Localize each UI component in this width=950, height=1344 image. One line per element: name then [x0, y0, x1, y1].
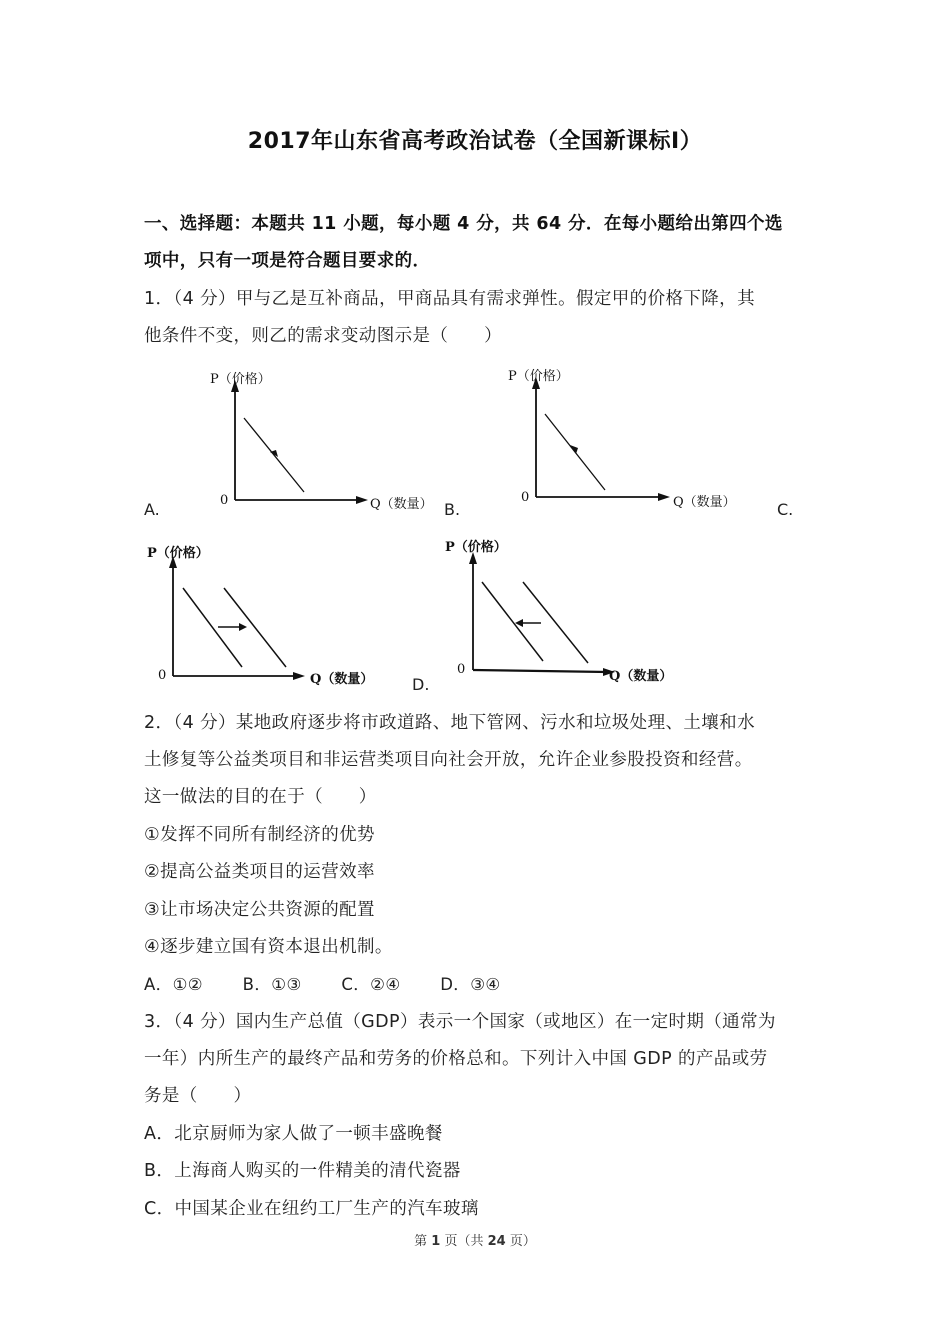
option-c-label[interactable]: C.: [777, 500, 794, 519]
question-3-line-3: 务是（ ）: [144, 1086, 252, 1106]
graph-option-b: [500, 357, 736, 517]
option-a-label[interactable]: A.: [144, 500, 160, 519]
statement-1: ①发挥不同所有制经济的优势: [144, 825, 375, 845]
page-title: 2017年山东省高考政治试卷（全国新课标Ⅰ）: [247, 129, 703, 154]
x-axis-label: Q（数量）: [310, 672, 374, 687]
y-axis-label: P（价格）: [210, 372, 271, 387]
graph-option-d: [445, 532, 673, 684]
y-axis-label: P（价格）: [445, 540, 507, 555]
total-pages: 24: [487, 1234, 506, 1249]
question-2-line-2: 土修复等公益类项目和非运营类项目向社会开放，允许企业参股投资和经营。: [144, 750, 753, 770]
section-instructions-line-1: 一、选择题：本题共 11 小题，每小题 4 分，共 64 分．在每小题给出第四个选: [144, 214, 783, 234]
origin-label: 0: [521, 490, 530, 505]
choice-d[interactable]: D．③④: [440, 975, 501, 994]
section-instructions-line-2: 项中，只有一项是符合题目要求的．: [144, 251, 431, 271]
statement-2: ②提高公益类项目的运营效率: [144, 862, 375, 882]
origin-label: 0: [220, 493, 229, 508]
question-1-line-1: 1．（4 分）甲与乙是互补商品，甲商品具有需求弹性。假定甲的价格下降，其: [144, 289, 755, 309]
question-3-line-2: 一年）内所生产的最终产品和劳务的价格总和。下列计入中国 GDP 的产品或劳: [144, 1049, 768, 1069]
option-b-label[interactable]: B.: [444, 500, 461, 519]
choice-a[interactable]: A．北京厨师为家人做了一顿丰盛晚餐: [144, 1124, 443, 1144]
x-axis-label: Q（数量）: [673, 495, 736, 510]
choice-c[interactable]: C．中国某企业在纽约工厂生产的汽车玻璃: [144, 1199, 479, 1219]
current-page: 1: [431, 1234, 441, 1249]
statement-3: ③让市场决定公共资源的配置: [144, 900, 375, 920]
y-axis-label: P（价格）: [508, 369, 569, 384]
y-axis-label: P（价格）: [147, 546, 209, 561]
x-axis-label: Q（数量）: [609, 669, 673, 684]
graph-option-c: [145, 538, 374, 688]
question-2-line-1: 2．（4 分）某地政府逐步将市政道路、地下管网、污水和垃圾处理、土壤和水: [144, 713, 755, 733]
question-2-line-3: 这一做法的目的在于（ ）: [144, 787, 377, 807]
choice-b[interactable]: B．①③: [242, 975, 302, 994]
choice-c[interactable]: C．②④: [341, 975, 401, 994]
option-d-label[interactable]: D.: [412, 675, 430, 694]
page-footer: 第 1 页（共 24 页）: [414, 1234, 536, 1249]
graph-option-a: [200, 360, 433, 520]
movement-arrow-up-icon: [570, 445, 578, 454]
shift-right-arrow-icon: [239, 623, 247, 631]
choice-b[interactable]: B．上海商人购买的一件精美的清代瓷器: [144, 1161, 461, 1181]
origin-label: 0: [457, 662, 466, 677]
question-3-line-1: 3．（4 分）国内生产总值（GDP）表示一个国家（或地区）在一定时期（通常为: [144, 1012, 776, 1032]
statement-4: ④逐步建立国有资本退出机制。: [144, 937, 393, 957]
x-axis-label: Q（数量）: [370, 497, 433, 512]
origin-label: 0: [158, 668, 167, 683]
question-1-line-2: 他条件不变，则乙的需求变动图示是（ ）: [144, 326, 502, 346]
question-2-choices: [144, 971, 535, 995]
choice-a[interactable]: A．①②: [144, 975, 203, 994]
